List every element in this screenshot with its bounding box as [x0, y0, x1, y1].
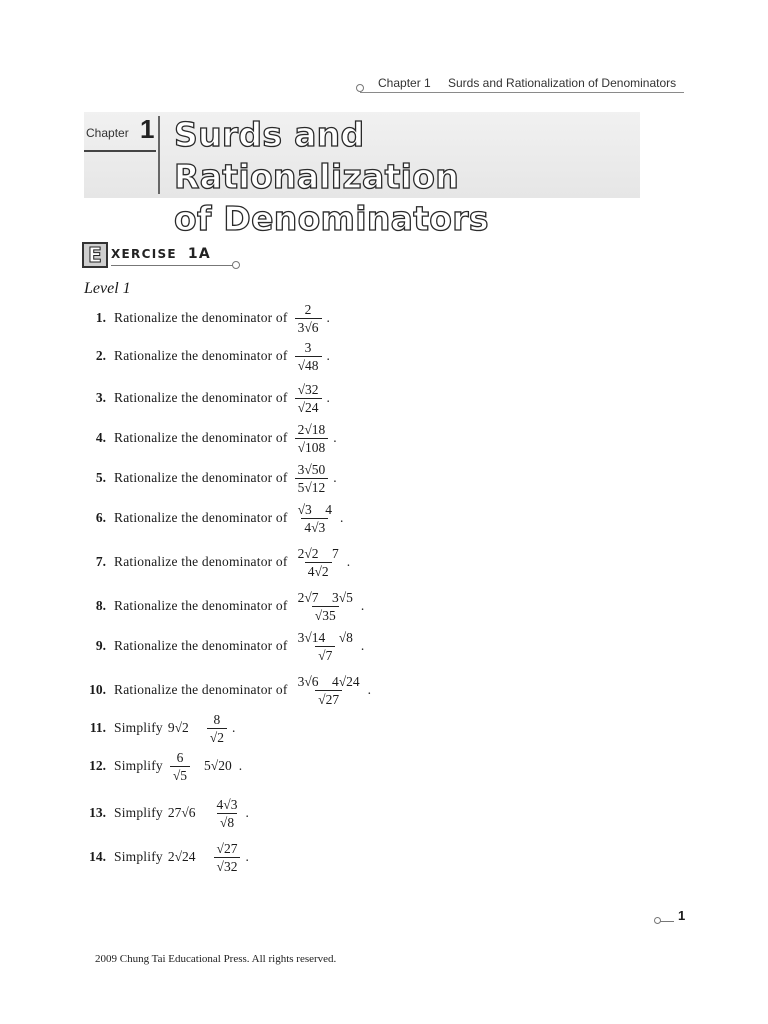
fraction-numerator: 2√2 7 — [297, 545, 339, 561]
question-number: 13. — [89, 805, 106, 820]
fraction-denominator: √108 — [295, 438, 329, 456]
bullet-dot-icon — [232, 261, 240, 269]
fraction-denominator: √5 — [170, 766, 190, 784]
fraction — [295, 589, 356, 624]
question-number: 8. — [95, 598, 106, 613]
question-end-punctuation: . — [333, 470, 337, 485]
question-number: 14. — [89, 849, 106, 864]
chapter-underline — [84, 150, 156, 152]
question-label: Rationalize the denominator of — [114, 310, 288, 325]
question-text — [114, 711, 235, 746]
question-end-punctuation: . — [326, 310, 330, 325]
question-end-punctuation: . — [245, 849, 249, 864]
question-number: 7. — [95, 554, 106, 569]
exercise-number: 1A — [187, 246, 212, 262]
fraction-numerator: √3 4 — [297, 501, 332, 517]
fraction — [295, 501, 335, 536]
bullet-dot-icon — [356, 84, 364, 92]
chapter-title — [174, 114, 640, 240]
question-number: 5. — [95, 470, 106, 485]
fraction-denominator: 5√12 — [295, 478, 329, 496]
question-end-punctuation: . — [346, 554, 351, 569]
question-number: 9. — [95, 638, 106, 653]
fraction-numerator: 4√3 — [216, 796, 238, 812]
fraction — [214, 840, 241, 875]
question-text — [114, 589, 364, 624]
chapter-label: Chapter — [86, 126, 129, 140]
fraction-numerator: 6 — [176, 749, 184, 765]
running-header-chapter: Chapter 1 — [378, 76, 431, 90]
running-header — [360, 76, 684, 93]
question-end-punctuation: . — [238, 758, 243, 773]
fraction — [295, 421, 329, 456]
question-number: 4. — [95, 430, 106, 445]
question-text — [114, 339, 330, 374]
question-end-punctuation: . — [326, 348, 330, 363]
question-end-punctuation: . — [245, 805, 249, 820]
fraction-numerator: 8 — [213, 711, 221, 727]
question-number: 6. — [95, 510, 106, 525]
question-text — [114, 673, 371, 708]
fraction-denominator: √48 — [295, 356, 322, 374]
question-text — [114, 501, 343, 536]
page-number-rule — [660, 921, 674, 922]
fraction-denominator: √32 — [214, 857, 241, 875]
fraction — [295, 673, 363, 708]
fraction — [170, 749, 190, 784]
exercise-title — [111, 246, 211, 262]
chapter-number: 1 — [140, 114, 155, 144]
question-label: Simplify — [114, 805, 163, 820]
fraction-denominator: 4√3 — [301, 518, 328, 536]
question-end-punctuation: . — [326, 390, 330, 405]
question-text — [114, 461, 337, 496]
question-label: Rationalize the denominator of — [114, 638, 288, 653]
fraction — [295, 339, 322, 374]
fraction-denominator: √8 — [217, 813, 237, 831]
question-text — [114, 545, 350, 580]
fraction-denominator: √7 — [315, 646, 335, 664]
page-number: 1 — [678, 908, 686, 923]
fraction-denominator: √35 — [312, 606, 339, 624]
question-end-punctuation: . — [340, 510, 344, 525]
exercise-word: XERCISE — [111, 247, 177, 261]
copyright-notice: 2009 Chung Tai Educational Press. All rights reserved. — [95, 953, 337, 965]
question-label: Rationalize the denominator of — [114, 682, 288, 697]
question-label: Rationalize the denominator of — [114, 390, 288, 405]
fraction-numerator: 3√6 4√24 — [297, 673, 360, 689]
question-number: 11. — [89, 720, 106, 735]
question-end-punctuation: . — [360, 598, 365, 613]
question-end-punctuation: . — [367, 682, 372, 697]
exercise-heading — [82, 242, 237, 268]
question-number: 3. — [95, 390, 106, 405]
expression-suffix: 5√20 — [204, 758, 232, 773]
level-heading: Level 1 — [84, 280, 131, 297]
question-label: Simplify — [114, 720, 163, 735]
fraction-denominator: √24 — [295, 398, 322, 416]
question-end-punctuation: . — [231, 720, 236, 735]
chapter-title-line1: Surds and Rationalization — [174, 115, 460, 196]
question-number: 1. — [95, 310, 106, 325]
question-label: Rationalize the denominator of — [114, 598, 288, 613]
question-number: 2. — [95, 348, 106, 363]
fraction-denominator: 3√6 — [295, 318, 322, 336]
question-end-punctuation: . — [333, 430, 337, 445]
fraction-numerator: 2√7 3√5 — [297, 589, 353, 605]
chapter-divider — [158, 116, 160, 194]
question-number: 10. — [89, 682, 106, 697]
fraction-numerator: 2 — [304, 301, 312, 317]
question-text — [114, 749, 242, 784]
fraction-numerator: 3√14 √8 — [297, 629, 353, 645]
fraction — [214, 796, 241, 831]
exercise-underline — [111, 265, 235, 266]
question-label: Rationalize the denominator of — [114, 348, 288, 363]
question-label: Rationalize the denominator of — [114, 470, 288, 485]
question-number: 12. — [89, 758, 106, 773]
chapter-banner — [84, 112, 640, 238]
running-header-title: Surds and Rationalization of Denominators — [448, 76, 677, 90]
fraction — [295, 629, 356, 664]
fraction — [207, 711, 227, 746]
question-end-punctuation: . — [360, 638, 365, 653]
fraction-denominator: √27 — [315, 690, 342, 708]
question-label: Rationalize the denominator of — [114, 554, 288, 569]
exercise-initial-box: E — [82, 242, 108, 268]
question-label: Simplify — [114, 849, 163, 864]
fraction-denominator: 4√2 — [305, 562, 332, 580]
question-text — [114, 796, 249, 831]
fraction — [295, 381, 322, 416]
fraction-numerator: √32 — [297, 381, 319, 397]
question-text — [114, 421, 337, 456]
question-text — [114, 301, 330, 336]
question-label: Simplify — [114, 758, 163, 773]
expression-prefix: 27√6 — [167, 805, 196, 820]
expression-prefix: 2√24 — [167, 849, 196, 864]
page-number-marker — [652, 908, 688, 924]
fraction-numerator: √27 — [216, 840, 238, 856]
fraction-numerator: 3 — [304, 339, 312, 355]
fraction — [295, 461, 329, 496]
question-text — [114, 381, 330, 416]
fraction — [295, 545, 342, 580]
question-text — [114, 629, 364, 664]
fraction-denominator: √2 — [207, 728, 227, 746]
fraction-numerator: 3√50 — [297, 461, 326, 477]
question-label: Rationalize the denominator of — [114, 430, 288, 445]
fraction — [295, 301, 322, 336]
question-label: Rationalize the denominator of — [114, 510, 288, 525]
expression-prefix: 9√2 — [167, 720, 189, 735]
fraction-numerator: 2√18 — [297, 421, 326, 437]
question-text — [114, 840, 249, 875]
chapter-title-line2: of Denominators — [174, 199, 489, 238]
